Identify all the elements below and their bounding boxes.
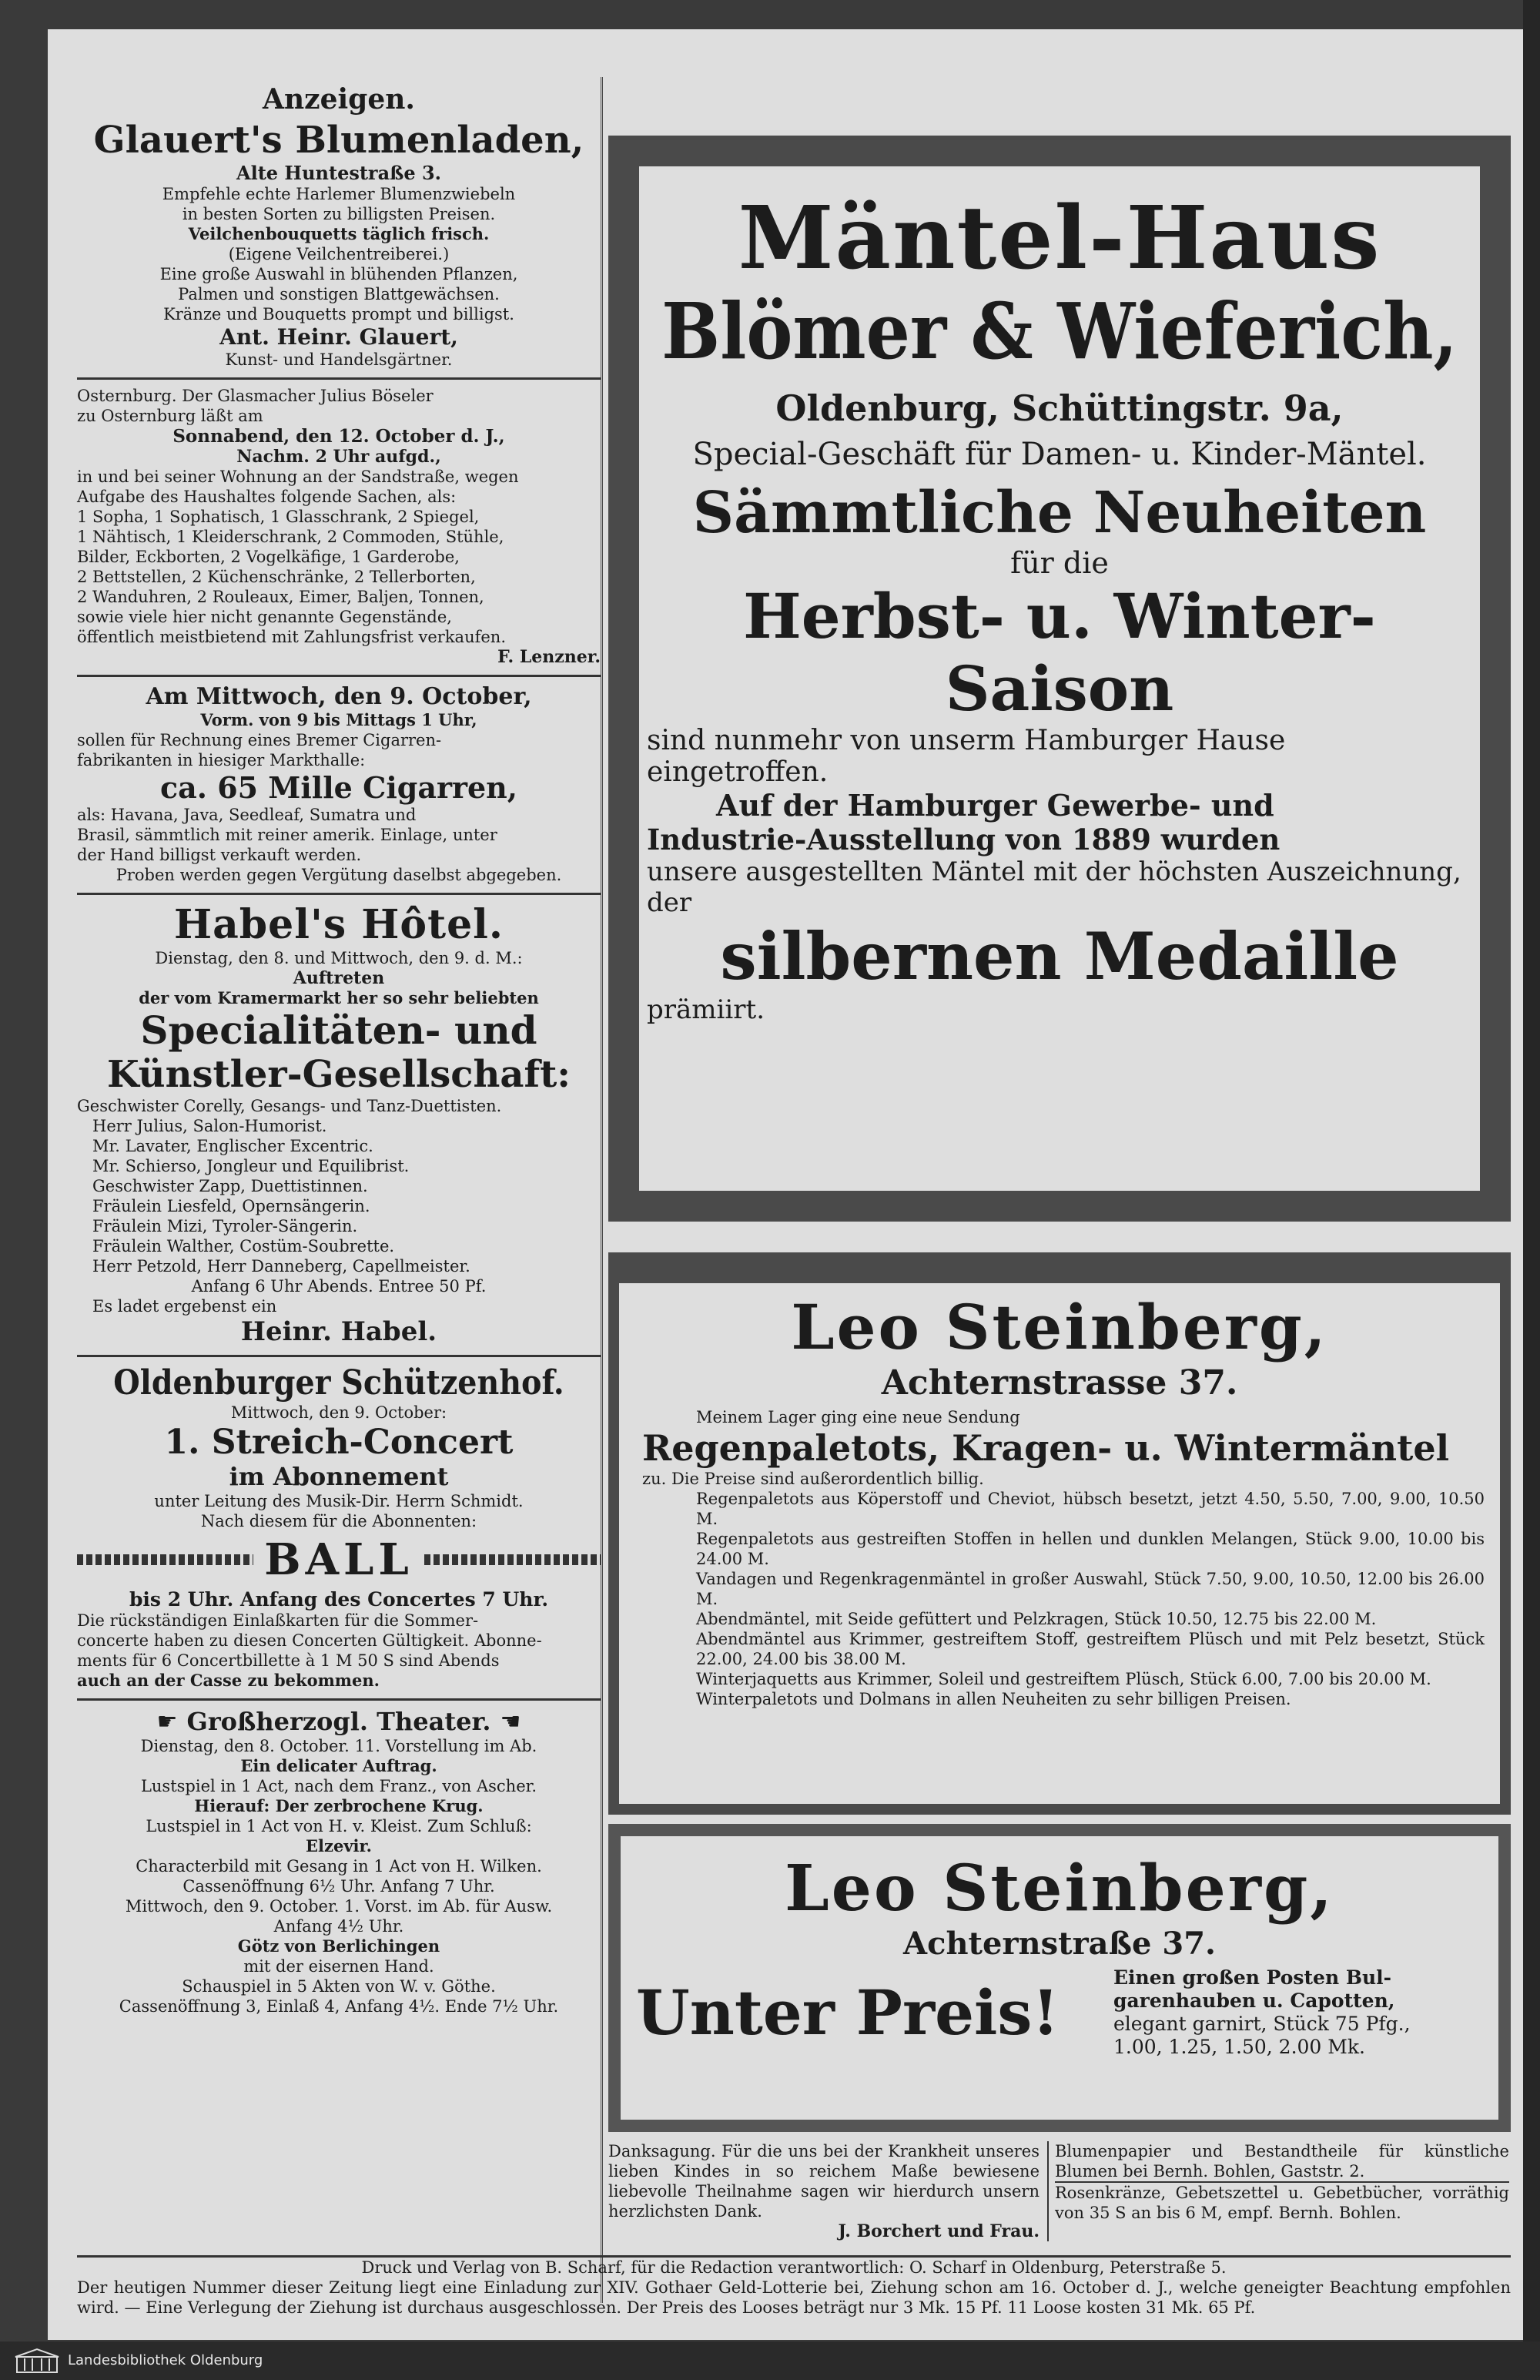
ad-line: Nachm. 2 Uhr aufgd., bbox=[236, 447, 441, 467]
ad-line: Bilder, Eckborten, 2 Vogelkäfige, 1 Garderobe, bbox=[77, 548, 460, 566]
ad-signature: J. Borchert und Frau. bbox=[838, 2221, 1040, 2241]
ad-line: Kränze und Bouquetts prompt und billigst. bbox=[163, 305, 514, 323]
ad-line: Osternburg. Der Glasmacher Julius Böseler bbox=[77, 387, 434, 405]
artist-line: Geschwister Corelly, Gesangs- und Tanz-Duettisten. bbox=[77, 1097, 502, 1115]
ad-blumenpapier bbox=[1055, 2141, 1509, 2223]
ad-line: in besten Sorten zu billigsten Preisen. bbox=[182, 205, 496, 223]
ad-line: 2 Bettstellen, 2 Küchenschränke, 2 Tellerborten, bbox=[77, 568, 476, 586]
ad-danksagung bbox=[608, 2141, 1049, 2241]
artist-line: Mr. Lavater, Englischer Excentric. bbox=[92, 1137, 373, 1155]
ad-line: Auf der Hamburger Gewerbe- und bbox=[716, 788, 1274, 823]
imprint-line: Der heutigen Nummer dieser Zeitung liegt eine Einladung zur XIV. Gothaer Geld-Lotterie bei, Ziehung schon am 16. October d. J., welche geneigter Beachtung empfohlen wird. — Eine Verlegung der Ziehung ist durchaus ausgeschlossen. Der Preis des Looses beträgt nur 3 Mk. 15 Pf. 11 Loose kosten 31 Mk. 65 Pf. bbox=[77, 2278, 1511, 2317]
section-heading: Anzeigen. bbox=[263, 83, 415, 116]
ad-line: Empfehle echte Harlemer Blumenzwiebeln bbox=[162, 185, 516, 203]
ad-title: Habel's Hôtel. bbox=[173, 901, 504, 948]
ad-line: Rosenkränze, Gebetszettel u. Gebetbücher, vorräthig von 35 S an bis 6 M, empf. Bernh. Bohlen. bbox=[1055, 2184, 1509, 2222]
bottom-right-ads bbox=[608, 2141, 1511, 2241]
ad-title: Großherzogl. Theater. bbox=[186, 1707, 491, 1736]
price-item: Abendmäntel aus Krimmer, gestreiftem Stoff, gestreiftem Plüsch und mit Pelz besetzt, Stück 22.00, 24.00 bis 38.00 M. bbox=[696, 1630, 1485, 1668]
ad-line: concerte haben zu diesen Concerten Gültigkeit. Abonne- bbox=[77, 1631, 542, 1650]
ad-signature: Heinr. Habel. bbox=[240, 1316, 437, 1347]
ad-line: zu. Die Preise sind außerordentlich billig. bbox=[642, 1470, 984, 1488]
ad-role: Kunst- und Handelsgärtner. bbox=[225, 350, 453, 369]
ad-theater bbox=[77, 1701, 601, 2023]
ad-line: unsere ausgestellten Mäntel mit der höchsten Auszeichnung, bbox=[647, 856, 1461, 887]
ad-line: unter Leitung des Musik-Dir. Herrn Schmidt. bbox=[154, 1492, 524, 1510]
pointing-hand-icon: ☛ bbox=[156, 1708, 178, 1735]
ad-line: Götz von Berlichingen bbox=[237, 1936, 440, 1956]
ad-line: öffentlich meistbietend mit Zahlungsfrist verkaufen. bbox=[77, 628, 507, 646]
ad-line: Schauspiel in 5 Akten von W. v. Göthe. bbox=[182, 1977, 496, 1996]
ad-address: Achternstrasse 37. bbox=[881, 1363, 1238, 1403]
ad-line: Aufgabe des Haushaltes folgende Sachen, als: bbox=[77, 488, 457, 506]
offer-line: elegant garnirt, Stück 75 Pfg., bbox=[1113, 2013, 1411, 2035]
ad-line: Sonnabend, den 12. October d. J., bbox=[172, 426, 505, 447]
ad-address: Alte Huntestraße 3. bbox=[236, 162, 442, 184]
ad-leo-steinberg-1 bbox=[608, 1252, 1511, 1815]
ad-schuetzenhof bbox=[77, 1357, 601, 1701]
ball-title: BALL bbox=[264, 1534, 413, 1585]
ad-line: Veilchenbouquetts täglich frisch. bbox=[188, 224, 490, 243]
ad-line: als: Havana, Java, Seedleaf, Sumatra und bbox=[77, 806, 417, 824]
ad-line: Elzevir. bbox=[306, 1836, 372, 1855]
pointing-hand-icon: ☚ bbox=[500, 1708, 521, 1735]
ad-line: Special-Geschäft für Damen- u. Kinder-Mäntel. bbox=[692, 437, 1427, 472]
artist-line: Geschwister Zapp, Duettistinnen. bbox=[92, 1177, 368, 1195]
ad-line: sind nunmehr von unserm Hamburger Hause bbox=[647, 725, 1286, 756]
ad-line: 1 Sopha, 1 Sophatisch, 1 Glasschrank, 2 Spiegel, bbox=[77, 508, 480, 526]
ad-line: Es ladet ergebenst ein bbox=[92, 1297, 277, 1316]
ad-text: Danksagung. Für die uns bei der Krankheit unseres lieben Kindes in so reichem Maße bewiesene liebevolle Theilnahme sagen wir hierdurch unsern herzlichsten Dank. bbox=[608, 2142, 1040, 2221]
ad-line: mit der eisernen Hand. bbox=[243, 1957, 434, 1976]
ad-line: bis 2 Uhr. Anfang des Concertes 7 Uhr. bbox=[129, 1588, 549, 1611]
ad-leo-steinberg-2 bbox=[608, 1824, 1511, 2132]
ad-line: (Eigene Veilchentreiberei.) bbox=[228, 245, 450, 263]
ad-line: 2 Wanduhren, 2 Rouleaux, Eimer, Baljen, Tonnen, bbox=[77, 588, 484, 606]
ad-line: Auftreten bbox=[293, 968, 385, 988]
ad3-row bbox=[636, 1966, 1483, 2059]
ad-line: Anfang 4½ Uhr. bbox=[273, 1917, 404, 1936]
ad3-offer bbox=[1113, 1966, 1411, 2059]
ad-title: Leo Steinberg, bbox=[791, 1291, 1328, 1363]
price-item: Abendmäntel, mit Seide gefüttert und Pelzkragen, Stück 10.50, 12.75 bis 22.00 M. bbox=[696, 1610, 1377, 1628]
ad-title: Oldenburger Schützenhof. bbox=[113, 1363, 564, 1403]
ad-line: Industrie-Ausstellung von 1889 wurden bbox=[647, 823, 1281, 856]
imprint-line: Druck und Verlag von B. Scharf, für die Redaction verantwortlich: O. Scharf in Oldenburg, Peterstraße 5. bbox=[361, 2258, 1227, 2277]
price-item: Vandagen und Regenkragenmäntel in großer Auswahl, Stück 7.50, 9.00, 10.50, 12.00 bis 26.00 M. bbox=[696, 1570, 1485, 1608]
price-item: Regenpaletots aus gestreiften Stoffen in hellen und dunklen Melangen, Stück 9.00, 10.00 bis 24.00 M. bbox=[696, 1530, 1485, 1568]
ad-line: Mittwoch, den 9. October: bbox=[230, 1403, 447, 1422]
ad-title: Glauert's Blumenladen, bbox=[93, 119, 584, 162]
ad-line: Meinem Lager ging eine neue Sendung bbox=[696, 1408, 1020, 1426]
ad-headline: Regenpaletots, Kragen- u. Wintermäntel bbox=[642, 1427, 1450, 1469]
price-list bbox=[619, 1489, 1500, 1709]
artist-line: Herr Petzold, Herr Danneberg, Capellmeister. bbox=[92, 1257, 470, 1275]
ad-line: Lustspiel in 1 Act, nach dem Franz., von Ascher. bbox=[140, 1777, 537, 1795]
artist-line: Fräulein Liesfeld, Opernsängerin. bbox=[92, 1197, 370, 1215]
ad-line: Brasil, sämmtlich mit reiner amerik. Einlage, unter bbox=[77, 826, 497, 844]
ad-title: Leo Steinberg, bbox=[785, 1852, 1334, 1926]
ad-inner bbox=[619, 1283, 1500, 1804]
ad-line: der bbox=[647, 887, 692, 918]
ad-line: der vom Kramermarkt her so sehr beliebten bbox=[139, 988, 539, 1007]
offer-line: 1.00, 1.25, 1.50, 2.00 Mk. bbox=[1113, 2036, 1365, 2058]
ad-title: Mäntel-Haus bbox=[738, 188, 1381, 289]
price-item: Winterjaquetts aus Krimmer, Soleil und gestreiftem Plüsch, Stück 6.00, 7.00 bis 20.00 M. bbox=[696, 1670, 1431, 1688]
ad-line: Blumenpapier und Bestandtheile für künstliche Blumen bei Bernh. Bohlen, Gaststr. 2. bbox=[1055, 2141, 1509, 2183]
ornament-left bbox=[77, 1554, 253, 1565]
ad-line: Vorm. von 9 bis Mittags 1 Uhr, bbox=[200, 710, 477, 729]
artist-line: Fräulein Walther, Costüm-Soubrette. bbox=[92, 1237, 395, 1255]
ad-line: zu Osternburg läßt am bbox=[77, 407, 263, 425]
ad-line: sowie viele hier nicht genannte Gegenstände, bbox=[77, 608, 452, 626]
ad-line: Herbst- u. Winter-Saison bbox=[743, 580, 1376, 725]
ad-line: der Hand billigst verkauft werden. bbox=[77, 846, 362, 864]
ad-inner bbox=[636, 1852, 1483, 2104]
ad-line: Nach diesem für die Abonnenten: bbox=[200, 1512, 477, 1530]
library-name: Landesbibliothek Oldenburg bbox=[68, 2352, 263, 2368]
ad-line: Dienstag, den 8. October. 11. Vorstellung im Ab. bbox=[140, 1737, 537, 1755]
ad-line: im Abonnement bbox=[229, 1462, 449, 1491]
page-edge-shadow bbox=[1523, 0, 1540, 2380]
ad-signature: F. Lenzner. bbox=[497, 647, 601, 667]
ad-line: Characterbild mit Gesang in 1 Act von H. Wilken. bbox=[136, 1857, 542, 1876]
price-item: Winterpaletots und Dolmans in allen Neuheiten zu sehr billigen Preisen. bbox=[696, 1690, 1291, 1708]
theater-title-row bbox=[77, 1707, 601, 1736]
ad-line: Palmen und sonstigen Blattgewächsen. bbox=[178, 285, 500, 303]
library-logo-icon bbox=[14, 2348, 60, 2374]
ad-unter-preis: Unter Preis! bbox=[636, 1976, 1060, 2049]
ad-glauert bbox=[77, 77, 601, 380]
ad-line: Mittwoch, den 9. October. 1. Vorst. im Ab. für Ausw. bbox=[125, 1897, 553, 1916]
ad-line: Ein delicater Auftrag. bbox=[240, 1756, 437, 1775]
ad-firm: Blömer & Wieferich, bbox=[661, 286, 1458, 377]
ad-heading: Am Mittwoch, den 9. October, bbox=[146, 683, 532, 710]
ad-line: Die rückständigen Einlaßkarten für die Sommer- bbox=[77, 1611, 479, 1630]
ad-line: Anfang 6 Uhr Abends. Entree 50 Pf. bbox=[191, 1277, 487, 1296]
ad-big: Specialitäten- und bbox=[140, 1007, 537, 1053]
ad-line: für die bbox=[1010, 546, 1109, 580]
offer-line: Einen großen Posten Bul- bbox=[1113, 1966, 1392, 1989]
ad-address: Oldenburg, Schüttingstr. 9a, bbox=[775, 387, 1344, 429]
ad-big: Künstler-Gesellschaft: bbox=[107, 1053, 571, 1096]
ad-line: Cassenöffnung 3, Einlaß 4, Anfang 4½. Ende 7½ Uhr. bbox=[119, 1997, 559, 2016]
imprint bbox=[77, 2255, 1511, 2327]
ad-big: ca. 65 Mille Cigarren, bbox=[159, 770, 518, 805]
ad-line: Dienstag, den 8. und Mittwoch, den 9. d. M.: bbox=[155, 949, 523, 967]
ad-line: prämiirt. bbox=[647, 994, 765, 1025]
artist-line: Mr. Schierso, Jongleur und Equilibrist. bbox=[92, 1157, 410, 1175]
ad-maentel-haus bbox=[608, 136, 1511, 1222]
ad-line: fabrikanten in hiesiger Markthalle: bbox=[77, 751, 366, 769]
ad-line: Sämmtliche Neuheiten bbox=[692, 480, 1427, 546]
ball-row bbox=[77, 1534, 601, 1585]
ad-line: ments für 6 Concertbillette à 1 M 50 S sind Abends bbox=[77, 1651, 500, 1670]
left-column bbox=[77, 77, 603, 2303]
offer-line: garenhauben u. Capotten, bbox=[1113, 1989, 1395, 2012]
ad-osternburg bbox=[77, 380, 601, 677]
ad-line: Hierauf: Der zerbrochene Krug. bbox=[194, 1796, 484, 1815]
ornament-right bbox=[424, 1554, 601, 1565]
artist-line: Herr Julius, Salon-Humorist. bbox=[92, 1117, 327, 1135]
ad-big: 1. Streich-Concert bbox=[164, 1423, 514, 1462]
ad-line: Lustspiel in 1 Act von H. v. Kleist. Zum Schluß: bbox=[146, 1817, 532, 1835]
ad-line: sollen für Rechnung eines Bremer Cigarren- bbox=[77, 731, 442, 749]
ad-line: 1 Nähtisch, 1 Kleiderschrank, 2 Commoden, Stühle, bbox=[77, 528, 504, 546]
ad-cigarren bbox=[77, 677, 601, 895]
ad-line: Eine große Auswahl in blühenden Pflanzen, bbox=[159, 265, 518, 283]
ad-line: Proben werden gegen Vergütung daselbst abgegeben. bbox=[116, 866, 562, 884]
ad-inner bbox=[639, 166, 1480, 1191]
ad-medaille: silbernen Medaille bbox=[720, 918, 1399, 994]
ad-line: Cassenöffnung 6½ Uhr. Anfang 7 Uhr. bbox=[182, 1877, 495, 1896]
ad-line: auch an der Casse zu bekommen. bbox=[77, 1671, 380, 1690]
ad-line: eingetroffen. bbox=[647, 756, 829, 788]
price-item: Regenpaletots aus Köperstoff und Cheviot, hübsch besetzt, jetzt 4.50, 5.50, 7.00, 9.00, 10.50 M. bbox=[696, 1490, 1485, 1528]
ad-line: in und bei seiner Wohnung an der Sandstraße, wegen bbox=[77, 468, 519, 486]
ad-signature: Ant. Heinr. Glauert, bbox=[219, 324, 458, 350]
ad-habel bbox=[77, 895, 601, 1357]
ad-address: Achternstraße 37. bbox=[903, 1926, 1216, 1962]
artist-line: Fräulein Mizi, Tyroler-Sängerin. bbox=[92, 1217, 358, 1235]
